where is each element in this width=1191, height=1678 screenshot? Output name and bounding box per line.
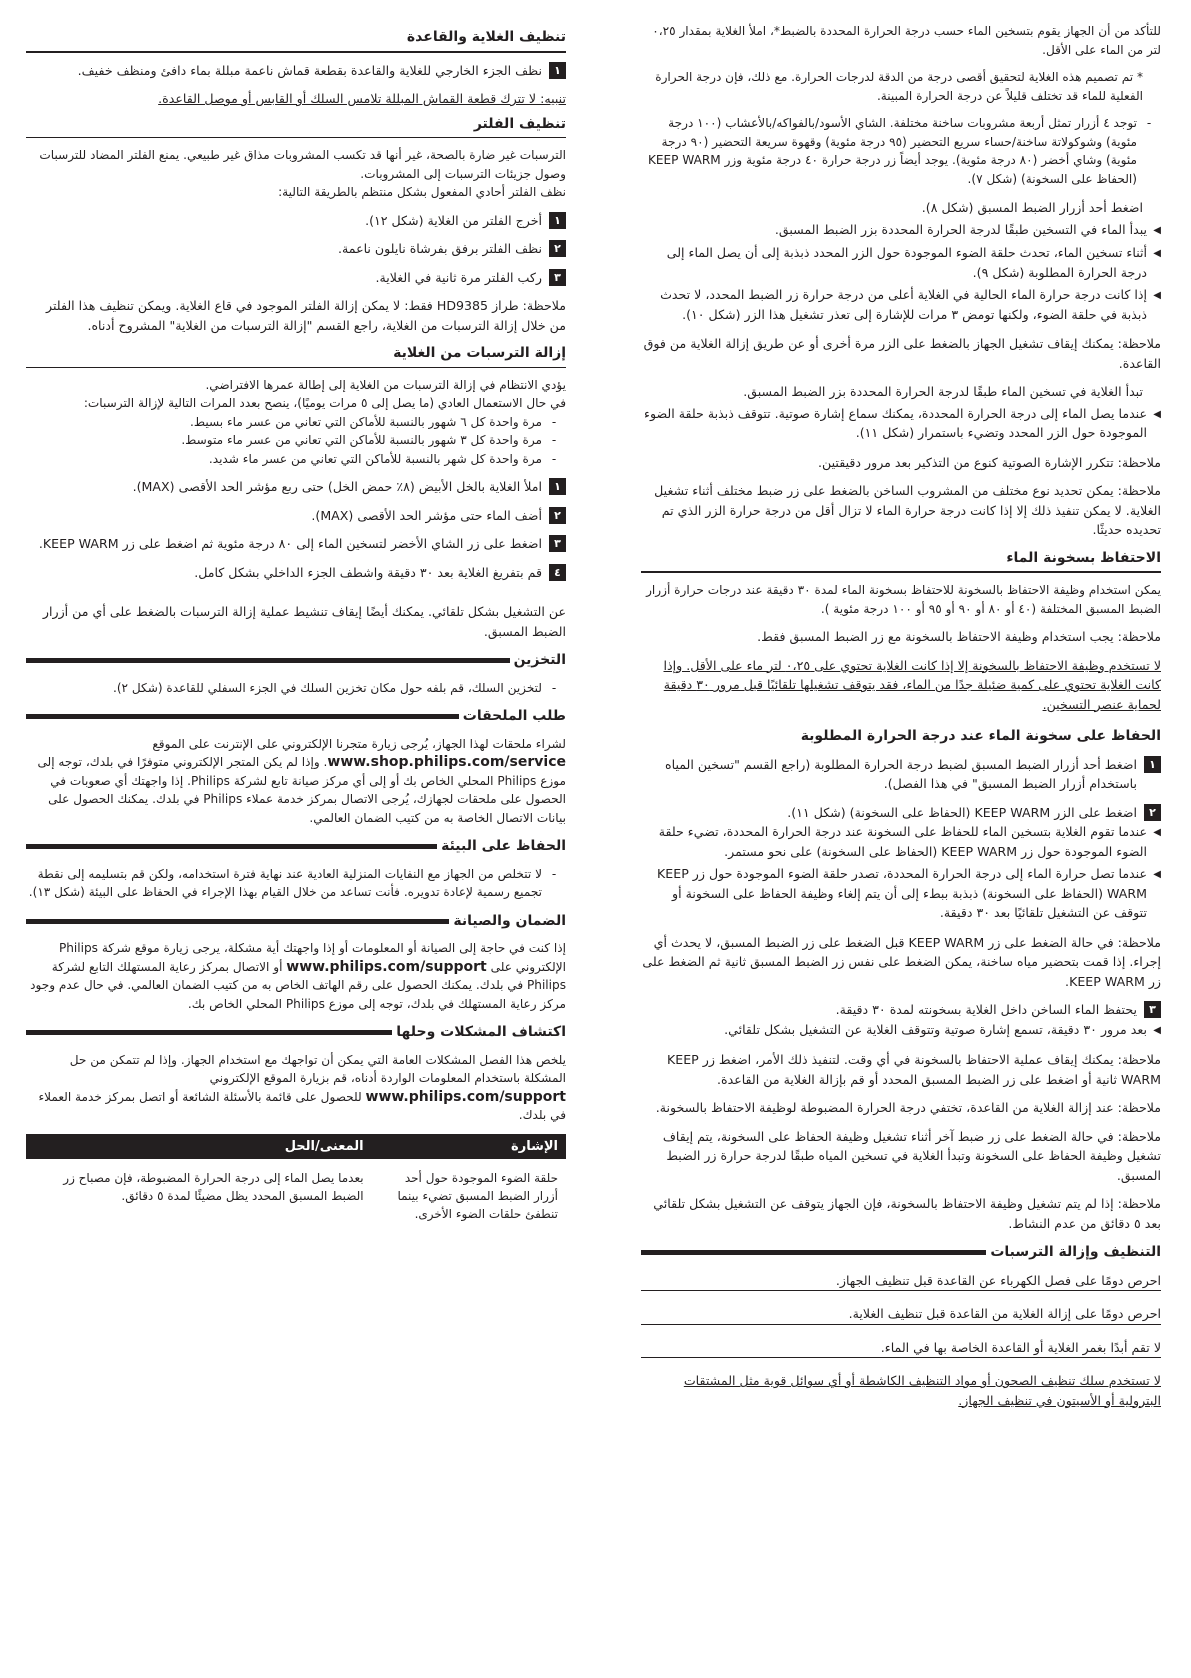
intro-paragraph: للتأكد من أن الجهاز يقوم بتسخين الماء حسب درجة الحرارة المحددة بالضبط*، املأ الغلاية بمقدار ٠،٢٥ لتر من الماء على الأقل. [652, 24, 1161, 57]
step-3: ٣ يحتفظ الماء الساخن داخل الغلاية بسخونته لمدة ٣٠ دقيقة. [641, 1000, 1161, 1020]
clean-warning: احرص دومًا على إزالة الغلاية من القاعدة قبل تنظيف الغلاية. [641, 1304, 1161, 1325]
list-item: ◀ يبدأ الماء في التسخين طبقًا لدرجة الحرارة المحددة بزر الضبط المسبق. [641, 220, 1161, 241]
note-repeat: ملاحظة: تتكرر الإشارة الصوتية كنوع من التذكير بعد مرور دقيقتين. [818, 454, 1161, 470]
filter-step: ٢ نظف الفلتر برفق بفرشاة نايلون ناعمة. [26, 239, 566, 259]
dash-icon: - [551, 433, 557, 447]
bullet-icon: ◀ [1153, 248, 1161, 259]
clean-warning: لا تقم أبدًا بغمر الغلاية أو القاعدة الخاصة بها في الماء. [641, 1338, 1161, 1359]
note-cancel: ملاحظة: يمكنك إيقاف عملية الاحتفاظ بالسخونة في أي وقت. لتنفيذ ذلك الأمر، اضغط زر KEEP WARM ثانية أو اضغط على زر الضبط المسبق المحدد أو قم بإزالة الغلاية من القاعدة. [666, 1052, 1161, 1087]
list-item: ◀ عندما تقوم الغلاية بتسخين الماء للحفاظ على السخونة عند درجة الحرارة المحددة، تضيء حلقة الضوء الموجودة حول زر KEEP WARM (الحفاظ على السخونة) على نحو مستمر. [658, 824, 1161, 859]
list-item: - مرة واحدة كل ٦ شهور بالنسبة للأماكن التي تعاني من عسر ماء بسيط. [26, 413, 566, 432]
troubleshooting-text: يلخص هذا الفصل المشكلات العامة التي يمكن أن تواجهك مع استخدام الجهاز. وإذا لم تتمكن من حل المشكلة باستخدام المعلومات الواردة أدناه، قم بزيارة الموقع الإلكتروني www.philips.com/support للحصول على قائمة بالأسئلة الشائعة أو اتصل بمركز خدمة العملاء في بلدك. [38, 1052, 566, 1122]
heading-bar [26, 1030, 392, 1035]
list-item: ◀ إذا كانت درجة حرارة الماء الحالية في الغلاية أعلى من درجة حرارة زر الضبط المحدد، لا تحدث ذبذبة في حلقة الضوء، ولكنها تومض ٣ مرات للإشارة إلى تعذر تشغيل هذا الزر (شكل ١٠). [660, 287, 1161, 322]
maintain-heading: الحفاظ على سخونة الماء عند درجة الحرارة المطلوبة [800, 728, 1161, 744]
note-other: ملاحظة: في حالة الضغط على زر ضبط آخر أثناء تشغيل وظيفة الحفاظ على السخونة، يتم إيقاف تشغيل وظيفة الحفاظ على السخونة وتبدأ الغلاية في تسخين المياه طبقًا لدرجة حرارة زر الضبط المسبق. [662, 1128, 1161, 1183]
keepwarm-heading: الاحتفاظ بسخونة الماء [641, 549, 1161, 574]
keepwarm-warning: لا تستخدم وظيفة الاحتفاظ بالسخونة إلا إذا كانت الغلاية تحتوي على ٠،٢٥ لتر ماء على الأقل. وإذا كانت الغلاية تحتوي على كمية ضئيلة جدًا من الماء، فقد يتوقف تشغيلها تلقائيًا قبل مرور ٣٠ دقيقة لحماية عنصر التسخين. [663, 657, 1161, 712]
list-item: ◀ عندما تصل حرارة الماء إلى درجة الحرارة المحددة، تصدر حلقة الضوء الموجودة حول زر KEEP WARM (الحفاظ على السخونة) ذبذبة ببطء إلى أن يتم إلغاء وظيفة الحفاظ على السخونة أو تتوقف عن التشغيل تلقائيًا بعد ٣٠ دقيقة. [657, 866, 1161, 920]
kettle-step-1: ١ نظف الجزء الخارجي للغلاية والقاعدة بقطعة قماش ناعمة مبللة بماء دافئ ومنظف خفيف. [26, 61, 566, 81]
list-item: - لتخزين السلك، قم بلفه حول مكان تخزين السلك في الجزء السفلي للقاعدة (شكل ٢). [26, 679, 566, 698]
dash-icon: - [551, 680, 557, 695]
descale-stop: عن التشغيل بشكل تلقائي. يمكنك أيضًا إيقاف تنشيط عملية إزالة الترسبات بالضغط على أي من أزرار الضبط المسبق. [42, 604, 566, 639]
column-header: المعنى/الحل [26, 1134, 372, 1160]
heading-bar [26, 844, 437, 849]
step-number: ١ [549, 62, 566, 79]
descale-intro: يؤدي الانتظام في إزالة الترسبات من الغلاية إلى إطالة عمرها الافتراضي. [205, 377, 566, 392]
heading-bar [26, 919, 449, 924]
step-number: ٢ [1144, 804, 1161, 821]
bullet-icon: ◀ [1153, 290, 1161, 301]
dash-icon: - [1146, 116, 1152, 130]
keepwarm-note: ملاحظة: يجب استخدام وظيفة الاحتفاظ بالسخونة مع زر الضبط المسبق فقط. [757, 629, 1161, 644]
environment-heading: الحفاظ على البيئة [26, 837, 566, 857]
note-remove: ملاحظة: عند إزالة الغلاية من القاعدة، تختفي درجة الحرارة المضبوطة لوظيفة الاحتفاظ بالسخونة. [655, 1100, 1161, 1115]
descale-step: ١ املأ الغلاية بالخل الأبيض (٨٪ حمض الخل) حتى ربع مؤشر الحد الأقصى (MAX). [26, 477, 566, 497]
list-item: ◀ بعد مرور ٣٠ دقيقة، تسمع إشارة صوتية وتتوقف الغلاية عن التشغيل بشكل تلقائي. [641, 1020, 1161, 1041]
filter-step: ٣ ركب الفلتر مرة ثانية في الغلاية. [26, 268, 566, 288]
filter-heading: تنظيف الفلتر [26, 115, 566, 139]
accuracy-note: * تم تصميم هذه الغلاية لتحقيق أقصى درجة من الدقة لدرجات الحرارة. مع ذلك، فإن درجة الحرارة الفعلية للماء قد تختلف قليلاً عن درجة الحرارة المبينة. [655, 70, 1143, 103]
shop-link[interactable]: www.shop.philips.com/service [327, 754, 566, 770]
list-item: - مرة واحدة كل ٣ شهور بالنسبة للأماكن التي تعاني من عسر ماء متوسط. [26, 431, 566, 450]
kettle-warning: تنبيه: لا تترك قطعة القماش المبللة تلامس السلك أو القابس أو موصل القاعدة. [158, 91, 566, 106]
accessories-heading: طلب الملحقات [26, 707, 566, 727]
bullet-icon: ◀ [1153, 1024, 1161, 1036]
heading-bar [641, 1250, 986, 1255]
bullet-icon: ◀ [1153, 408, 1161, 420]
step-number: ١ [549, 212, 566, 229]
accessories-text: لشراء ملحقات لهذا الجهاز، يُرجى زيارة متجرنا الإلكتروني على الإنترنت على الموقع www.shop.philips.com/service. وإذا لم يكن المتجر الإلكتروني متوفرًا في بلدك، توجه إلى موزع Philips المحلي الخاص بك أو إلى أي مركز صيانة تابع لشركة Philips. إذا واجهتك أي صعوبات في الحصول على ملحقات لجهازك، يُرجى الاتصال بمركز خدمة عملاء Philips في بلدك. يمكنك الحصول على بيانات الاتصال الخاصة به من كتيب الضمان العالمي. [37, 736, 566, 825]
dash-icon: - [551, 451, 557, 466]
list-item: ◀ أثناء تسخين الماء، تحدث حلقة الضوء الموجودة حول الزر المحدد ذبذبة إلى أن يصل الماء إلى درجة الحرارة المطلوبة (شكل ٩). [666, 245, 1161, 280]
filter-intro-2: نظف الفلتر أحادي المفعول بشكل منتظم بالطريقة التالية: [278, 185, 566, 199]
dash-icon: - [551, 414, 557, 429]
right-column [641, 22, 1161, 1423]
descale-step: ٣ اضغط على زر الشاي الأخضر لتسخين الماء إلى ٨٠ درجة مئوية ثم اضغط على زر KEEP WARM. [26, 534, 566, 554]
buttons-description: - توجد ٤ أزرار تمثل أربعة مشروبات ساخنة مختلفة. الشاي الأسود/بالفواكه/بالأعشاب (١٠٠ درجة مئوية) وشوكولاتة ساخنة/حساء سريع التحضير (٩٥ درجة مئوية) وقهوة سريعة التحضير (٩٠ درجة مئوية) وشاي أخضر (٨٠ درجة مئوية). يوجد أيضاً زر درجة حرارة ٤٠ درجة مئوية وزر KEEP WARM (الحفاظ على السخونة) (شكل ٧). [641, 114, 1161, 188]
note-switch: ملاحظة: يمكن تحديد نوع مختلف من المشروب الساخن بالضغط على زر ضبط مختلف أثناء تشغيل الغلاية. لا يمكن تنفيذ ذلك إلا إذا كانت درجة حرارة الماء لا تزال أقل من درجة حرارة الزر الذي تم تحديده حديثًا. [654, 483, 1161, 537]
descale-step: ٢ أضف الماء حتى مؤشر الحد الأقصى (MAX). [26, 506, 566, 526]
clean-warning: احرص دومًا على فصل الكهرباء عن القاعدة قبل تنظيف الجهاز. [641, 1271, 1161, 1292]
warranty-text: إذا كنت في حاجة إلى الصيانة أو المعلومات أو إذا واجهتك أية مشكلة، يرجى زيارة موقع شركة Philips الإلكتروني على www.philips.com/support أو الاتصال بمركز رعاية المستهلك التابع لشركة Philips في بلدك. يمكنك الحصول على رقم الهاتف الخاص به من كتيب الضمان العالمي. في حال عدم وجود مركز رعاية المستهلك في بلدك، توجه إلى موزع Philips المحلي الخاص بك. [30, 941, 566, 1011]
bullet-icon: ◀ [1153, 224, 1161, 236]
descale-heading: إزالة الترسبات من الغلاية [26, 344, 566, 368]
kettle-cleaning-heading: تنظيف الغلاية والقاعدة [26, 28, 566, 53]
keepwarm-intro: يمكن استخدام وظيفة الاحتفاظ بالسخونة للاحتفاظ بسخونة الماء لمدة ٣٠ دقيقة عند درجات حرارة أزرار الضبط المسبق المختلفة (٤٠ أو ٨٠ أو ٩٠ أو ٩٥ أو ١٠٠ درجة مئوية ). [646, 583, 1161, 616]
note-stop: ملاحظة: يمكنك إيقاف تشغيل الجهاز بالضغط على الزر مرة أخرى أو عن طريق إزالة الغلاية من فوق القاعدة. [643, 336, 1161, 371]
filter-step: ١ أخرج الفلتر من الغلاية (شكل ١٢). [26, 211, 566, 231]
column-header: الإشارة [372, 1134, 566, 1160]
list-item: - لا تتخلص من الجهاز مع النفايات المنزلية العادية عند نهاية فترة استخدامه، ولكن قم بتسليمه إلى نقطة تجميع رسمية لإعادة تدويره. فأنت تساعد من خلال القيام بهذا الإجراء في الحفاظ على البيئة (شكل ١٣). [26, 865, 566, 902]
step-number: ٣ [1144, 1001, 1161, 1018]
heading-bar [26, 714, 459, 719]
list-item: - مرة واحدة كل شهر بالنسبة للأماكن التي تعاني من عسر ماء شديد. [26, 450, 566, 469]
step-1: ١ اضغط أحد أزرار الضبط المسبق لضبط درجة الحرارة المطلوبة (راجع القسم "تسخين المياه باستخدام أزرار الضبط المسبق" في هذا الفصل). [641, 755, 1161, 794]
step-number: ٣ [549, 535, 566, 552]
preset-step: اضغط أحد أزرار الضبط المسبق (شكل ٨). [921, 200, 1143, 215]
bullet-icon: ◀ [1153, 827, 1161, 838]
note-auto: ملاحظة: إذا لم يتم تشغيل وظيفة الاحتفاظ بالسخونة، فإن الجهاز يتوقف عن التشغيل بشكل تلقائي بعد ٥ دقائق من عدم النشاط. [653, 1196, 1161, 1231]
troubleshooting-heading: اكتشاف المشكلات وحلها [26, 1023, 566, 1043]
step-number: ٢ [549, 507, 566, 524]
heat-line: تبدأ الغلاية في تسخين الماء طبقًا لدرجة الحرارة المحددة بزر الضبط المسبق. [743, 384, 1143, 399]
table-header-row [26, 1134, 566, 1160]
list-item: ◀ عندما يصل الماء إلى درجة الحرارة المحددة، يمكنك سماع إشارة صوتية. تتوقف ذبذبة حلقة الضوء الموجودة حول الزر المحدد وتضيء باستمرار (شكل ١١). [644, 405, 1161, 440]
troubleshooting-table [26, 1134, 566, 1234]
clean-warning: لا تستخدم سلك تنظيف الصحون أو مواد التنظيف الكاشطة أو أي سوائل قوية مثل المشتقات البترولية أو الأسيتون في تنظيف الجهاز. [683, 1373, 1161, 1408]
cleaning-heading: التنظيف وإزالة الترسبات [641, 1243, 1161, 1263]
step-number: ٤ [549, 564, 566, 581]
descale-intro-2: في حال الاستعمال العادي (ما يصل إلى ٥ مرات يوميًا)، ينصح بعدد المرات التالية لإزالة الترسبات: [83, 396, 566, 410]
step-number: ٣ [549, 269, 566, 286]
dash-icon: - [551, 866, 557, 881]
descale-step: ٤ قم بتفريغ الغلاية بعد ٣٠ دقيقة واشطف الجزء الداخلي بشكل كامل. [26, 563, 566, 583]
step-number: ١ [549, 478, 566, 495]
support-link[interactable]: www.philips.com/support [286, 958, 487, 975]
support-link[interactable]: www.philips.com/support [365, 1088, 566, 1105]
note-keepwarm-first: ملاحظة: في حالة الضغط على زر KEEP WARM قبل الضغط على زر الضبط المسبق، لا يحدث أي إجراء. إذا قمت بتحضير مياه ساخنة، يمكن الضغط على نفس زر الضبط المسبق ثانية ثم الضغط على زر KEEP WARM. [642, 934, 1161, 989]
step-2: ٢ اضغط على الزر KEEP WARM (الحفاظ على السخونة) (شكل ١١). [641, 803, 1161, 823]
filter-note: ملاحظة: طراز HD9385 فقط: لا يمكن إزالة الفلتر الموجود في قاع الغلاية. ويمكن تنظيف هذا الفلتر من خلال إزالة الترسبات من الغلاية، راجع القسم "إزالة الترسبات من الغلاية" المشروح أدناه. [46, 298, 566, 333]
step-number: ٢ [549, 240, 566, 257]
table-cell: حلقة الضوء الموجودة حول أحد أزرار الضبط المسبق تضيء بينما تنطفئ حلقات الضوء الأخرى. [397, 1171, 558, 1221]
left-column [26, 22, 566, 1233]
heading-bar [26, 658, 510, 663]
table-row [26, 1159, 566, 1233]
step-number: ١ [1144, 756, 1161, 773]
warranty-heading: الضمان والصيانة [26, 912, 566, 932]
filter-intro: الترسبات غير ضارة بالصحة، غير أنها قد تكسب المشروبات مذاق غير طبيعي. يمنع الفلتر المضاد للترسبات وصول جزيئات الترسبات إلى المشروبات. [39, 148, 566, 181]
bullet-icon: ◀ [1153, 869, 1161, 880]
storage-heading: التخزين [26, 651, 566, 671]
table-cell: بعدما يصل الماء إلى درجة الحرارة المضبوطة، فإن مصباح زر الضبط المسبق المحدد يظل مضيئًا لمدة ٥ دقائق. [63, 1171, 364, 1203]
